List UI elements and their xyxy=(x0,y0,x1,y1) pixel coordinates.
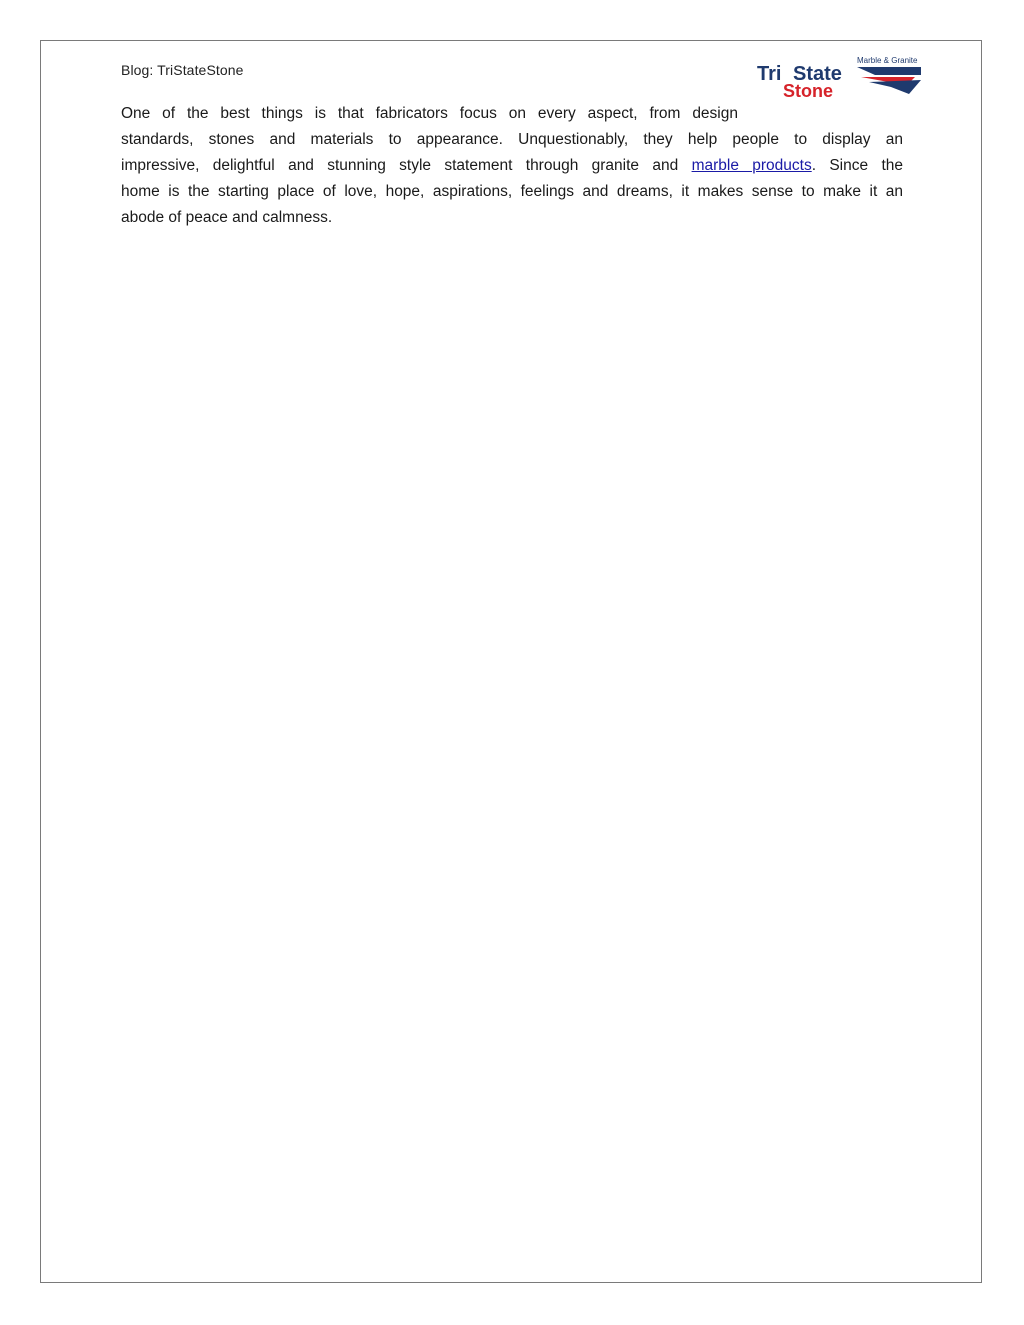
tristatestone-logo xyxy=(757,53,923,105)
logo-tagline: Marble & Granite xyxy=(857,56,918,65)
paragraph-line-4: home is the starting place of love, hope, aspirations, feelings and dreams, it makes sense to make it an xyxy=(121,183,903,200)
document-page xyxy=(40,40,982,1283)
logo-word-state: State xyxy=(793,63,842,85)
blog-header-label: Blog: TriStateStone xyxy=(121,62,244,78)
paragraph-line-2: standards, stones and materials to appearance. Unquestionably, they help people to display an xyxy=(121,131,903,148)
paragraph-line-5: abode of peace and calmness. xyxy=(121,209,333,226)
paragraph-line-3-end: . Since the xyxy=(811,157,903,174)
logo-word-stone: Stone xyxy=(783,81,834,101)
paragraph-line-3-start: impressive, delightful and stunning style statement through granite and xyxy=(121,157,692,174)
article-paragraph xyxy=(121,101,903,231)
paragraph-line-1: One of the best things is that fabricators focus on every aspect, from design xyxy=(121,105,738,122)
paragraph-line-3 xyxy=(121,153,903,179)
logo-stripes-icon xyxy=(857,67,921,94)
marble-products-link[interactable]: marble products xyxy=(691,157,812,174)
logo-word-tri: Tri xyxy=(757,63,782,85)
